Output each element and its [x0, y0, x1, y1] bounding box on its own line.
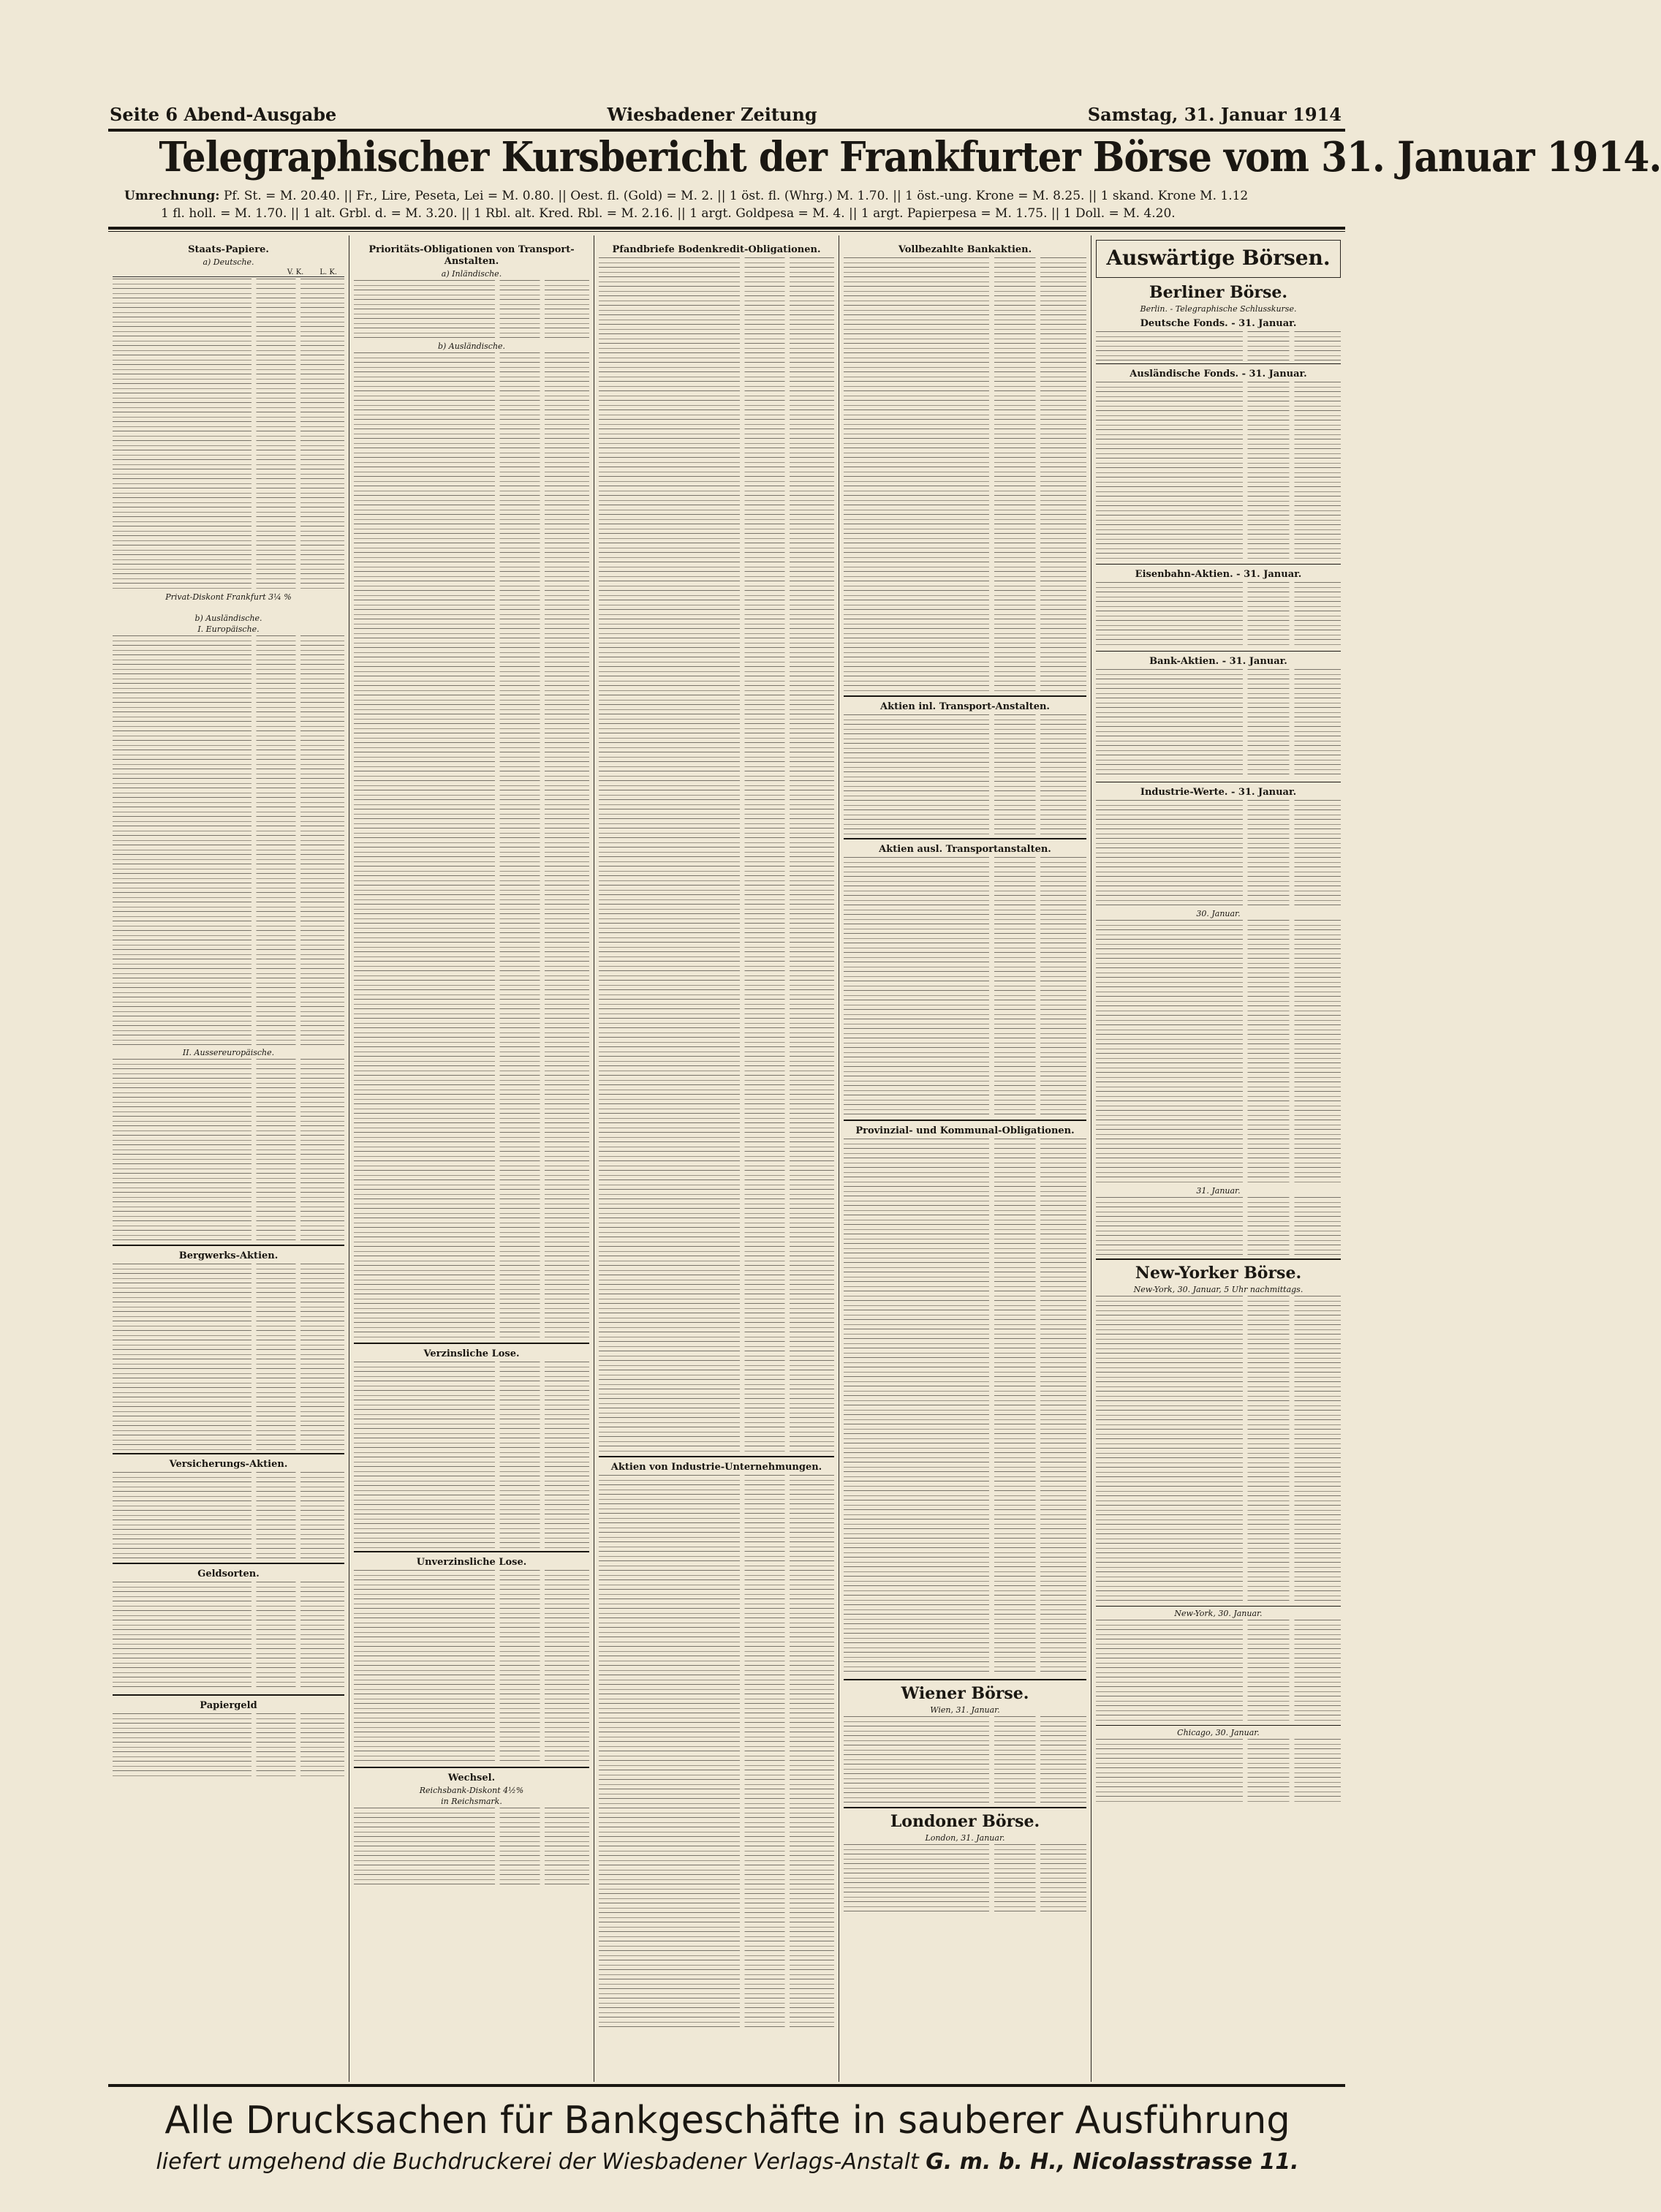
berlin-exchange-subtitle: Berlin. - Telegraphische Schlusskurse.: [1140, 304, 1297, 314]
vienna-exchange-title: Wiener Börse.: [901, 1684, 1029, 1703]
quote-table: [599, 1475, 834, 2031]
quote-table: [844, 714, 1086, 835]
quote-table: [113, 1264, 344, 1450]
quote-table: [844, 257, 1086, 692]
section-subtitle: New-York, 30. Januar.: [1174, 1609, 1263, 1618]
london-exchange-date: London, 31. Januar.: [925, 1833, 1005, 1843]
column-priority-obligations: [349, 235, 594, 2082]
quote-table: [844, 1139, 1086, 1676]
section-title: Provinzial- und Kommunal-Obligationen.: [855, 1125, 1075, 1136]
section-title: Aktien ausl. Transportanstalten.: [879, 844, 1051, 855]
section-subtitle: I. Europäische.: [197, 624, 260, 634]
foreign-exchanges-title: Auswärtige Börsen.: [1106, 246, 1331, 270]
quote-table: [1096, 331, 1341, 361]
quote-table: [113, 1713, 344, 1779]
section-rule: [844, 1679, 1086, 1680]
section-title: Bergwerks-Aktien.: [178, 1250, 279, 1261]
quote-table: [113, 1472, 344, 1560]
issue-date: Samstag, 31. Januar 1914: [1087, 103, 1342, 125]
section-rule: [844, 1807, 1086, 1808]
london-exchange-title: Londoner Börse.: [890, 1812, 1040, 1831]
section-title: Industrie-Werte. - 31. Januar.: [1140, 787, 1297, 798]
section-divider: [1096, 564, 1341, 565]
section-title: Aktien von Industrie-Unternehmungen.: [610, 1462, 822, 1473]
column-header: V. K. L. K.: [113, 268, 344, 277]
section-subtitle: in Reichsmark.: [441, 1797, 502, 1806]
conversion-line-1: Umrechnung: Pf. St. = M. 20.40. || Fr., Lire, Peseta, Lei = M. 0.80. || Oest. fl. (Gold) = M. 2. || 1 öst. fl. (Whrg.) M. 1.70. || 1 öst.-ung. Krone = M. 8.25. || 1 skand. Krone M. 1.12: [124, 189, 1249, 203]
quote-table: [844, 1716, 1086, 1804]
section-subtitle: 31. Januar.: [1196, 1186, 1241, 1196]
page-number: Seite 6 Abend-Ausgabe: [110, 103, 337, 125]
new-york-exchange-subtitle: New-York, 30. Januar, 5 Uhr nachmittags.: [1133, 1285, 1304, 1294]
quote-table: [354, 280, 589, 339]
quote-table: [354, 352, 589, 1340]
column-bank-shares: [839, 235, 1091, 2082]
masthead: Wiesbadener Zeitung: [607, 103, 817, 125]
berlin-exchange-title: Berliner Börse.: [1149, 283, 1288, 302]
section-rule: [844, 838, 1086, 839]
section-rule: [113, 1694, 344, 1696]
section-divider: [1096, 651, 1341, 652]
quote-table: [1096, 382, 1341, 561]
section-subtitle: 30. Januar.: [1196, 909, 1241, 918]
section-rule: [599, 1456, 834, 1457]
section-subtitle: a) Deutsche.: [203, 257, 254, 267]
conversion-rule-thin: [108, 231, 1345, 232]
column-mortgage-bonds: [594, 235, 839, 2082]
column-foreign-exchanges: [1091, 235, 1345, 2082]
quote-table: [113, 1059, 344, 1242]
section-subtitle: a) Inländische.: [441, 269, 502, 279]
section-title: Bank-Aktien. - 31. Januar.: [1149, 656, 1287, 667]
conversion-line-2: 1 fl. holl. = M. 1.70. || 1 alt. Grbl. d. = M. 3.20. || 1 Rbl. alt. Kred. Rbl. = M. 2.16. || 1 argt. Goldpesa = M. 4. || 1 argt. Papierpesa = M. 1.75. || 1 Doll. = M. 4.20.: [161, 206, 1176, 221]
quote-table: [113, 1582, 344, 1691]
section-rule: [354, 1767, 589, 1768]
section-rule: [1096, 1258, 1341, 1260]
running-head: [110, 101, 1342, 127]
quote-table: [599, 257, 834, 1453]
quote-table: [844, 1844, 1086, 1914]
quote-table: [1096, 1620, 1341, 1722]
section-divider: [1096, 1725, 1341, 1726]
section-title: Geldsorten.: [197, 1569, 260, 1579]
quote-table: [1096, 669, 1341, 779]
quote-table: [1096, 1739, 1341, 1805]
section-rule: [354, 1343, 589, 1344]
column-state-papers: [108, 235, 349, 2082]
advertisement: [110, 2095, 1345, 2197]
quote-table: [1096, 582, 1341, 648]
section-subtitle: Reichsbank-Diskont 4½%: [419, 1786, 524, 1795]
quote-table: [354, 1362, 589, 1548]
quote-table: [1096, 800, 1341, 906]
section-subtitle: II. Aussereuropäische.: [182, 1048, 275, 1057]
page-title: Telegraphischer Kursbericht der Frankfurter Börse vom 31. Januar 1914.: [159, 133, 1661, 181]
quote-table: [354, 1570, 589, 1764]
section-title: Papiergeld: [200, 1700, 257, 1711]
quote-table: [1096, 920, 1341, 1183]
quote-table: [113, 635, 344, 1045]
section-title: Prioritäts-Obligationen von Transport-Anstalten.: [368, 244, 575, 267]
conversion-label: Umrechnung:: [124, 189, 220, 203]
section-title: Vollbezahlte Bankaktien.: [898, 244, 1032, 255]
quote-table: [1096, 1296, 1341, 1603]
section-title: Deutsche Fonds. - 31. Januar.: [1140, 318, 1297, 329]
section-title: Versicherungs-Aktien.: [169, 1459, 288, 1470]
section-title: Staats-Papiere.: [188, 244, 269, 255]
section-subtitle: Chicago, 30. Januar.: [1177, 1728, 1260, 1737]
section-rule: [113, 1245, 344, 1246]
discount-note: Privat-Diskont Frankfurt 3¼ %: [165, 592, 292, 602]
footer-rule: [108, 2084, 1345, 2087]
quote-table: [844, 857, 1086, 1117]
section-rule: [113, 1563, 344, 1564]
quote-table: [113, 279, 344, 589]
foreign-exchanges-header: [1096, 240, 1341, 278]
section-title: Wechsel.: [447, 1773, 496, 1783]
quote-table: [354, 1808, 589, 1888]
section-rule: [113, 1453, 344, 1454]
section-rule: [844, 1120, 1086, 1121]
quote-table: [1096, 1197, 1341, 1256]
section-title: Eisenbahn-Aktien. - 31. Januar.: [1135, 569, 1302, 580]
section-subtitle: b) Ausländische.: [437, 341, 506, 351]
section-title: Ausländische Fonds. - 31. Januar.: [1130, 369, 1307, 380]
new-york-exchange-title: New-Yorker Börse.: [1135, 1264, 1302, 1283]
section-subtitle: b) Ausländische.: [194, 614, 262, 623]
section-rule: [354, 1551, 589, 1552]
section-title: Aktien inl. Transport-Anstalten.: [880, 701, 1050, 712]
section-title: Unverzinsliche Lose.: [416, 1557, 527, 1568]
section-divider: [1096, 1606, 1341, 1607]
advertisement-headline: Alle Drucksachen für Bankgeschäfte in sauberer Ausführung: [164, 2099, 1290, 2143]
section-title: Verzinsliche Lose.: [423, 1348, 520, 1359]
quote-columns: [108, 235, 1345, 2082]
advertisement-subline: liefert umgehend die Buchdruckerei der Wiesbadener Verlags-Anstalt G. m. b. H., Nicolasstrasse 11.: [156, 2149, 1299, 2175]
conversion-rule: [108, 227, 1345, 230]
vienna-exchange-date: Wien, 31. Januar.: [930, 1705, 1000, 1715]
section-divider: [1096, 363, 1341, 364]
section-rule: [844, 695, 1086, 697]
section-title: Pfandbriefe Bodenkredit-Obligationen.: [612, 244, 821, 255]
